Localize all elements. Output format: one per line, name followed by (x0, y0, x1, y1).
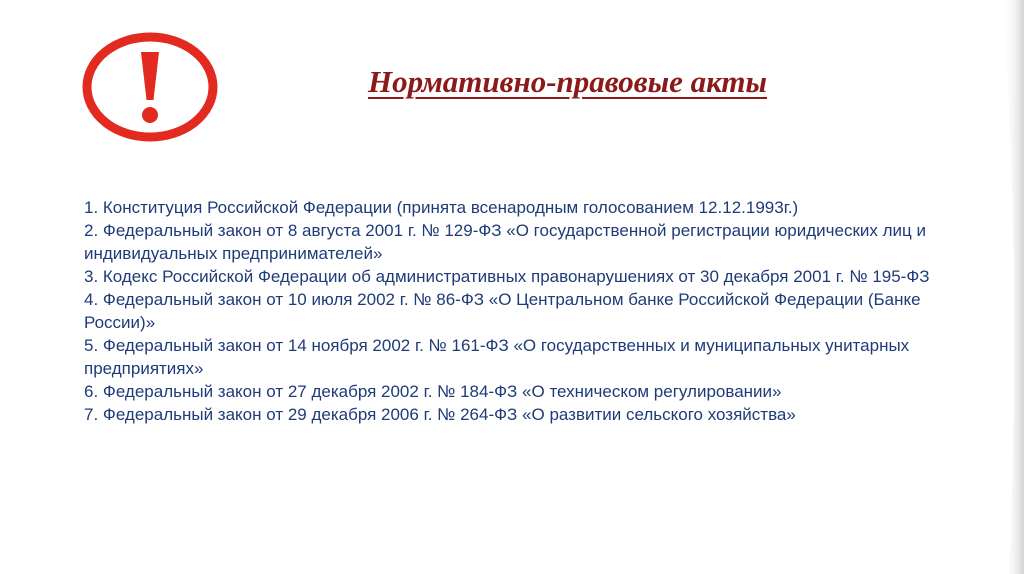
list-item: 6. Федеральный закон от 27 декабря 2002 г. № 184-ФЗ «О техническом регулировании» (84, 382, 782, 401)
list-item: 1. Конституция Российской Федерации (принята всенародным голосованием 12.12.1993г.) (84, 198, 799, 217)
list-item: 3. Кодекс Российской Федерации об административных правонарушениях от 30 декабря 2001 г. № 195-ФЗ (84, 267, 930, 286)
exclamation-circle-icon (79, 30, 221, 144)
slide-title: Нормативно-правовые акты (368, 64, 768, 99)
list-item: 5. Федеральный закон от 14 ноября 2002 г. № 161-ФЗ «О государственных и муниципальных унитарных предприятиях» (84, 336, 910, 378)
list-item: 4. Федеральный закон от 10 июля 2002 г. № 86-ФЗ «О Центральном банке Российской Федерации (Банке России)» (84, 290, 921, 332)
legal-acts-list (84, 196, 989, 426)
list-item: 7. Федеральный закон от 29 декабря 2006 г. № 264-ФЗ «О развитии сельского хозяйства» (84, 405, 796, 424)
list-item: 2. Федеральный закон от 8 августа 2001 г. № 129-ФЗ «О государственной регистрации юридических лиц и индивидуальных предпринимателей» (84, 221, 926, 263)
